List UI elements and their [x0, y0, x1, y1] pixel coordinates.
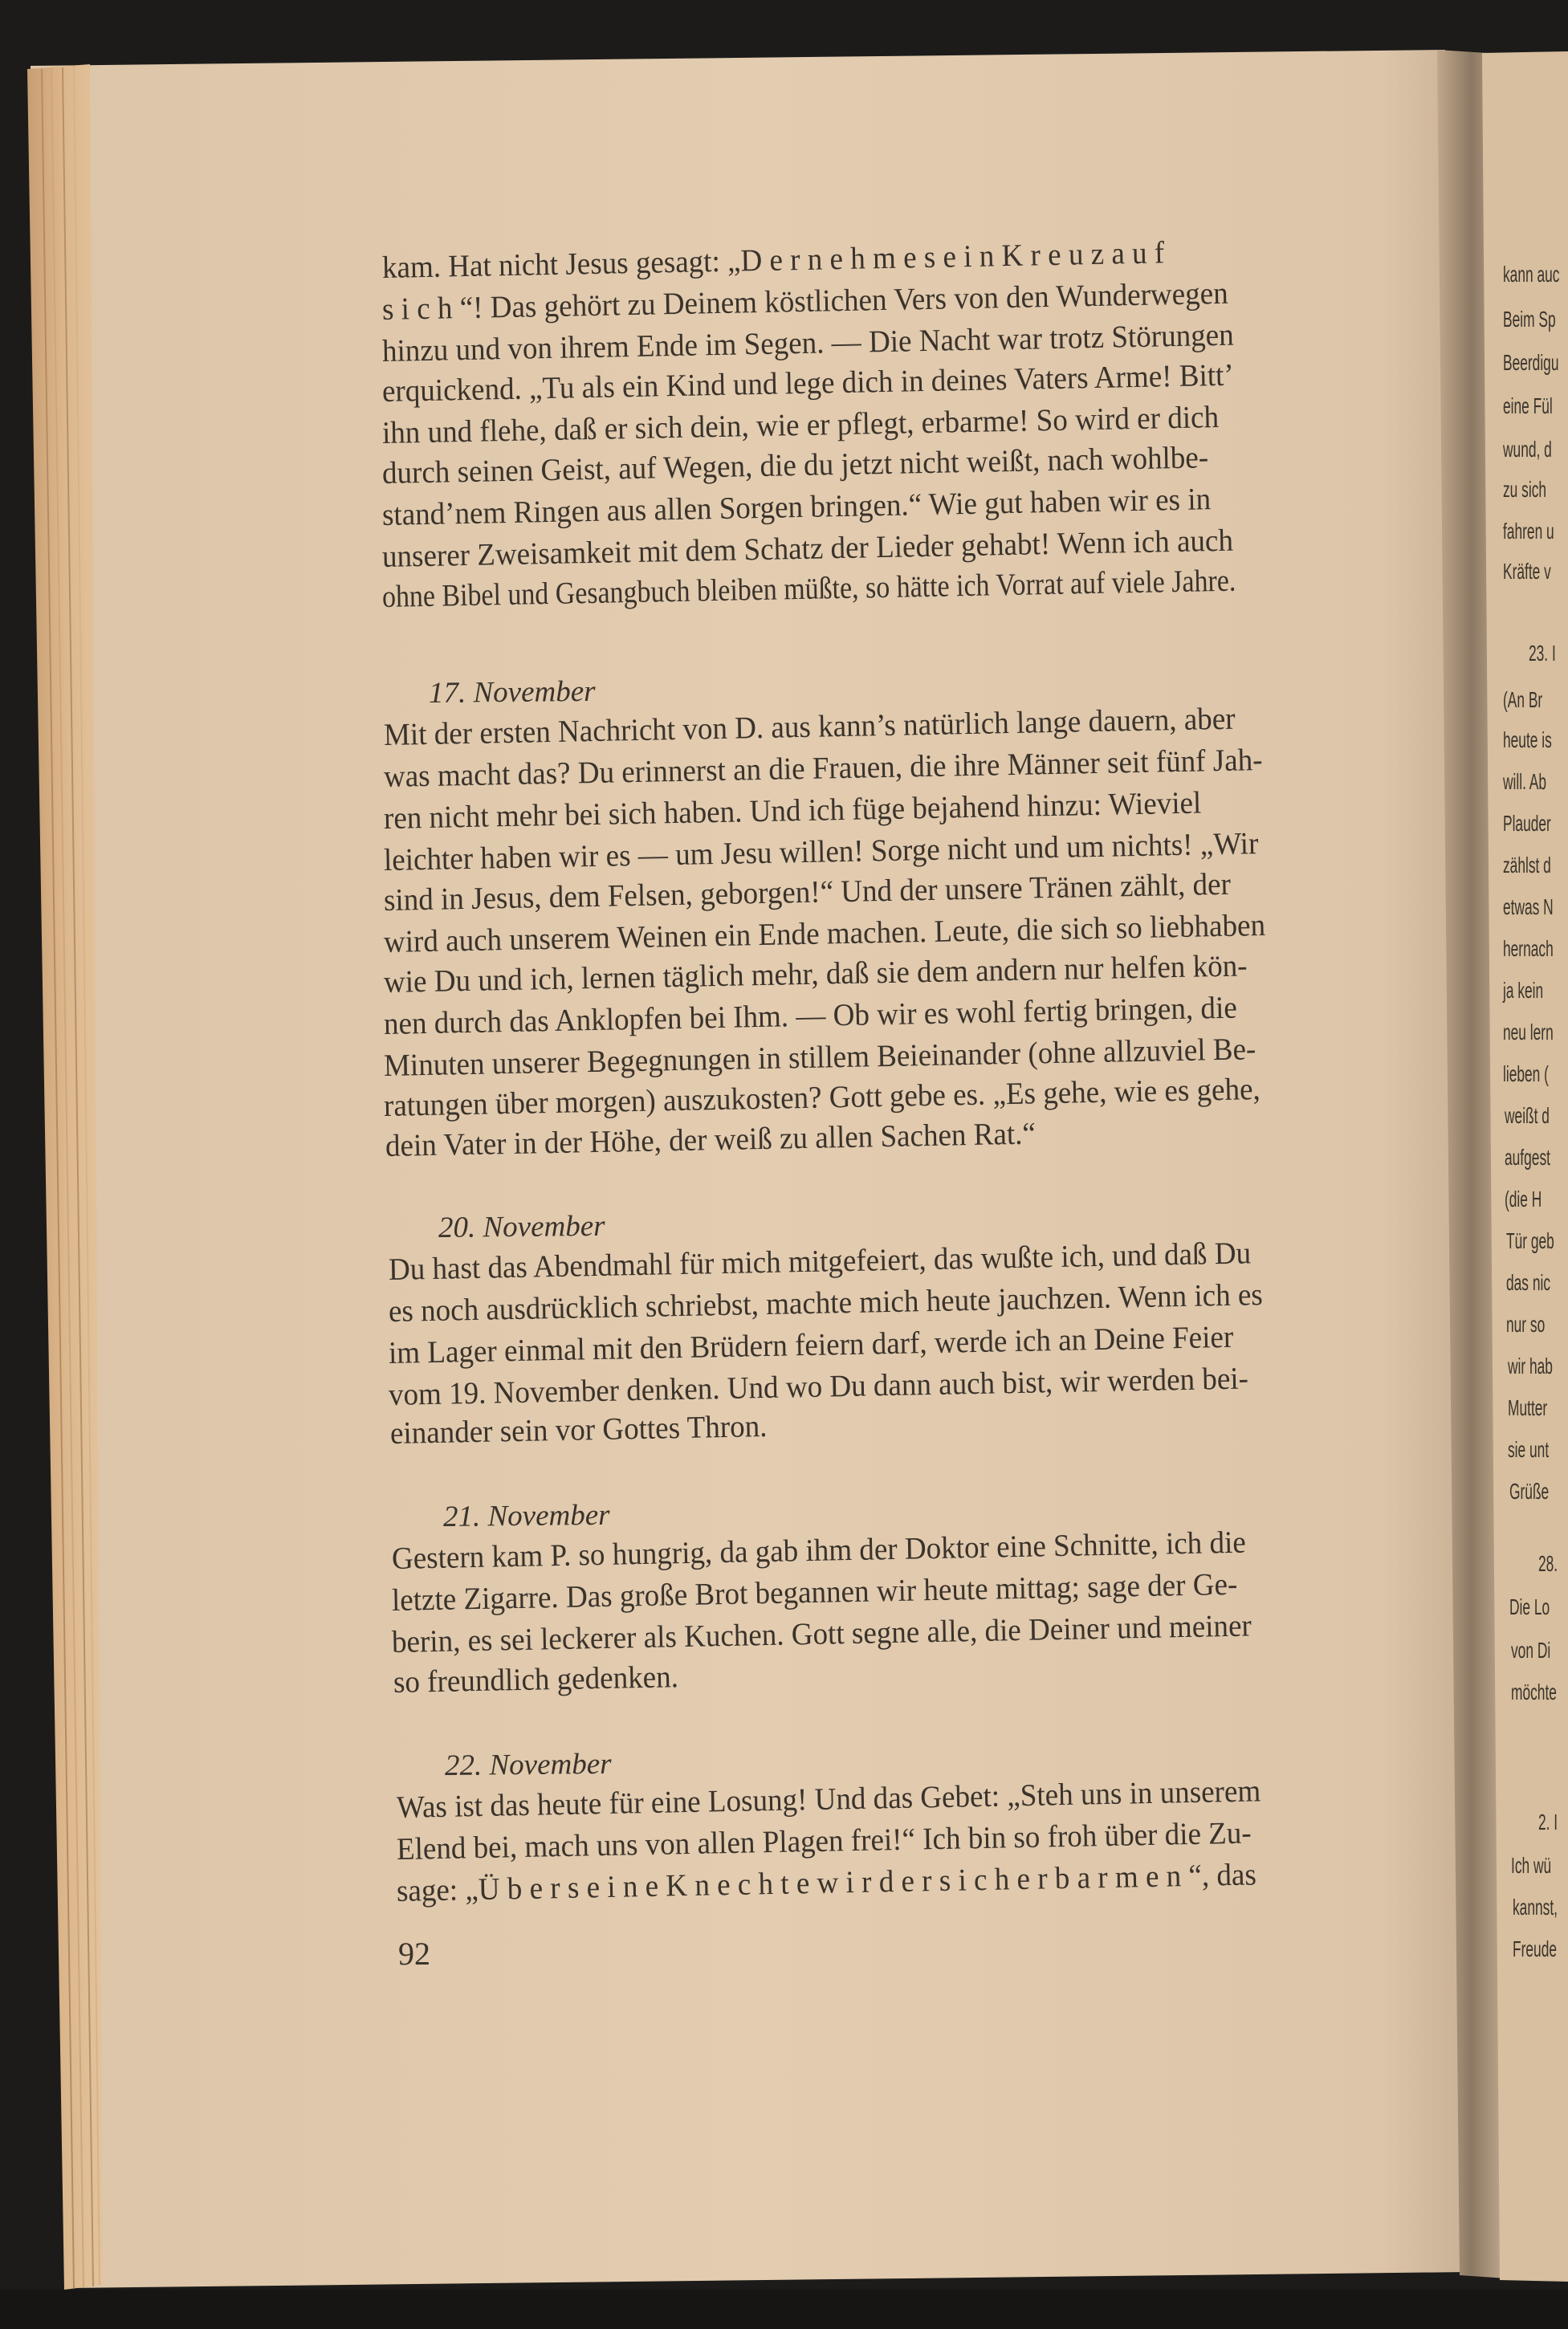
text-line: Elend bei, mach uns von allen Plagen frei!“ Ich bin so froh über die Zu- [396, 1815, 1252, 1867]
text-line: kam. Hat nicht Jesus gesagt: „D e r n e h m e s e i n K r e u z a u f [381, 235, 1165, 285]
text-line: Mit der ersten Nachricht von D. aus kann’s natürlich lange dauern, aber [383, 701, 1236, 752]
text-line: Gestern kam P. so hungrig, da gab ihm der Doktor eine Schnitte, ich die [391, 1525, 1247, 1576]
right-page-fragment: eine Fül [1503, 393, 1553, 418]
right-page-fragment: Plauder [1503, 811, 1551, 836]
text-line: letzte Zigarre. Das große Brot begannen wir heute mittag; sage der Ge- [391, 1566, 1238, 1618]
entry-date: 17. November [428, 674, 596, 710]
right-page-fragment: Mutter [1508, 1395, 1548, 1420]
right-page-fragment: Kräfte v [1503, 559, 1551, 584]
right-page-fragment: etwas N [1503, 894, 1554, 919]
right-page-fragment: aufgest [1505, 1145, 1550, 1170]
right-page-fragment: nur so [1506, 1312, 1546, 1337]
text-line: ratungen über morgen) auszukosten? Gott gebe es. „Es gehe, wie es gehe, [383, 1072, 1261, 1123]
text-line: Was ist das heute für eine Losung! Und das Gebet: „Steh uns in unserem [396, 1773, 1261, 1825]
right-page-fragment: zu sich [1503, 477, 1547, 502]
text-line: was macht das? Du erinnerst an die Frauen, die ihre Männer seit fünf Jah- [383, 742, 1263, 794]
text-line: es noch ausdrücklich schriebst, machte mich heute jauchzen. Wenn ich es [388, 1277, 1264, 1329]
right-page-fragment: lieben ( [1503, 1061, 1549, 1086]
right-page-fragment: neu lern [1503, 1020, 1554, 1044]
right-page-fragment: wund, d [1503, 437, 1552, 462]
right-page-fragment: 2. I [1538, 1810, 1558, 1834]
text-line: einander sein vor Gottes Thron. [389, 1408, 768, 1451]
text-line: wird auch unserem Weinen ein Ende machen. Leute, die sich so liebhaben [383, 907, 1266, 959]
right-page-fragment: Ich wü [1511, 1853, 1552, 1878]
right-page-fragment: Beerdigu [1503, 350, 1559, 375]
text-line: Minuten unserer Begegnungen in stillem Beieinander (ohne allzuviel Be- [383, 1032, 1256, 1083]
text-line: ren nicht mehr bei sich haben. Und ich füge bejahend hinzu: Wieviel [383, 785, 1202, 836]
right-page-fragment: 23. I [1529, 641, 1556, 666]
right-page-fragment: (An Br [1503, 687, 1543, 712]
text-line: nen durch das Anklopfen bei Ihm. — Ob wir es wohl fertig bringen, die [383, 990, 1238, 1041]
text-line: hinzu und von ihrem Ende im Segen. — Die Nacht war trotz Störungen [381, 317, 1235, 368]
text-line: so freundlich gedenken. [393, 1659, 679, 1700]
text-line: stand’nem Ringen aus allen Sorgen bringen.“ Wie gut haben wir es in [381, 482, 1212, 532]
text-line: Du hast das Abendmahl für mich mitgefeiert, das wußte ich, und daß Du [388, 1236, 1252, 1287]
text-line: ohne Bibel und Gesangbuch bleiben müßte, so hätte ich Vorrat auf viele Jahre. [381, 563, 1236, 614]
page-number: 92 [398, 1936, 430, 1972]
right-page-fragment: weißt d [1505, 1103, 1550, 1128]
text-line: leichter haben wir es — um Jesu willen! Sorge nicht und um nichts! „Wir [383, 826, 1259, 877]
text-line: im Lager einmal mit den Brüdern feiern darf, werde ich an Deine Feier [388, 1319, 1234, 1370]
entry-date: 21. November [442, 1498, 610, 1533]
right-page-fragment: hernach [1503, 936, 1554, 961]
text-line: dein Vater in der Höhe, der weiß zu allen Sachen Rat.“ [385, 1116, 1037, 1163]
right-page-fragment: Tür geb [1506, 1228, 1554, 1253]
right-page-fragment: will. Ab [1503, 769, 1547, 794]
right-page-fragment: kannst, [1513, 1895, 1558, 1920]
text-line: unserer Zweisamkeit mit dem Schatz der Lieder gehabt! Wenn ich auch [381, 523, 1234, 574]
text-line: sind in Jesus, dem Felsen, geborgen!“ Und der unsere Tränen zählt, der [383, 866, 1232, 918]
right-page-fragment: wir hab [1508, 1354, 1553, 1378]
right-page-fragment: Die Lo [1509, 1594, 1550, 1619]
text-line: sage: „Ü b e r s e i n e K n e c h t e w i r d e r s i c h e r b a r m e n “, das [396, 1857, 1257, 1908]
text-line: ihn und flehe, daß er sich dein, wie er pflegt, erbarme! So wird er dich [381, 399, 1220, 450]
text-line: wie Du und ich, lernen täglich mehr, daß sie dem andern nur helfen kön- [383, 948, 1248, 1000]
right-page-fragment: möchte [1511, 1680, 1557, 1704]
right-page-fragment: 28. [1538, 1551, 1558, 1576]
right-page-fragment: zählst d [1503, 853, 1551, 877]
right-page-fragment: Beim Sp [1503, 307, 1556, 332]
right-page-fragment: Freude [1513, 1936, 1558, 1961]
right-page-fragment: kann auc [1503, 262, 1560, 287]
text-line: vom 19. November denken. Und wo Du dann auch bist, wir werden bei- [388, 1361, 1249, 1412]
right-page-fragment: (die H [1505, 1187, 1542, 1211]
right-page-fragment: von Di [1511, 1638, 1551, 1663]
entry-date: 22. November [444, 1747, 612, 1782]
right-page-fragment: heute is [1503, 727, 1552, 752]
text-line: s i c h “! Das gehört zu Deinem köstlichen Vers von den Wunderwegen [381, 275, 1229, 327]
right-page-fragment: ja kein [1503, 978, 1544, 1003]
right-page-fragment: Grüße [1509, 1479, 1550, 1504]
right-page-fragment: das nic [1506, 1270, 1551, 1295]
right-page-fragment: sie unt [1508, 1437, 1550, 1462]
entry-date: 20. November [438, 1209, 605, 1244]
text-line: erquickend. „Tu als ein Kind und lege dich in deines Vaters Arme! Bitt’ [381, 357, 1235, 409]
text-line: durch seinen Geist, auf Wegen, die du jetzt nicht weißt, nach wohlbe- [381, 440, 1209, 491]
right-page-fragment: fahren u [1503, 519, 1554, 544]
text-line: berin, es sei leckerer als Kuchen. Gott segne alle, die Deiner und meiner [391, 1608, 1252, 1659]
